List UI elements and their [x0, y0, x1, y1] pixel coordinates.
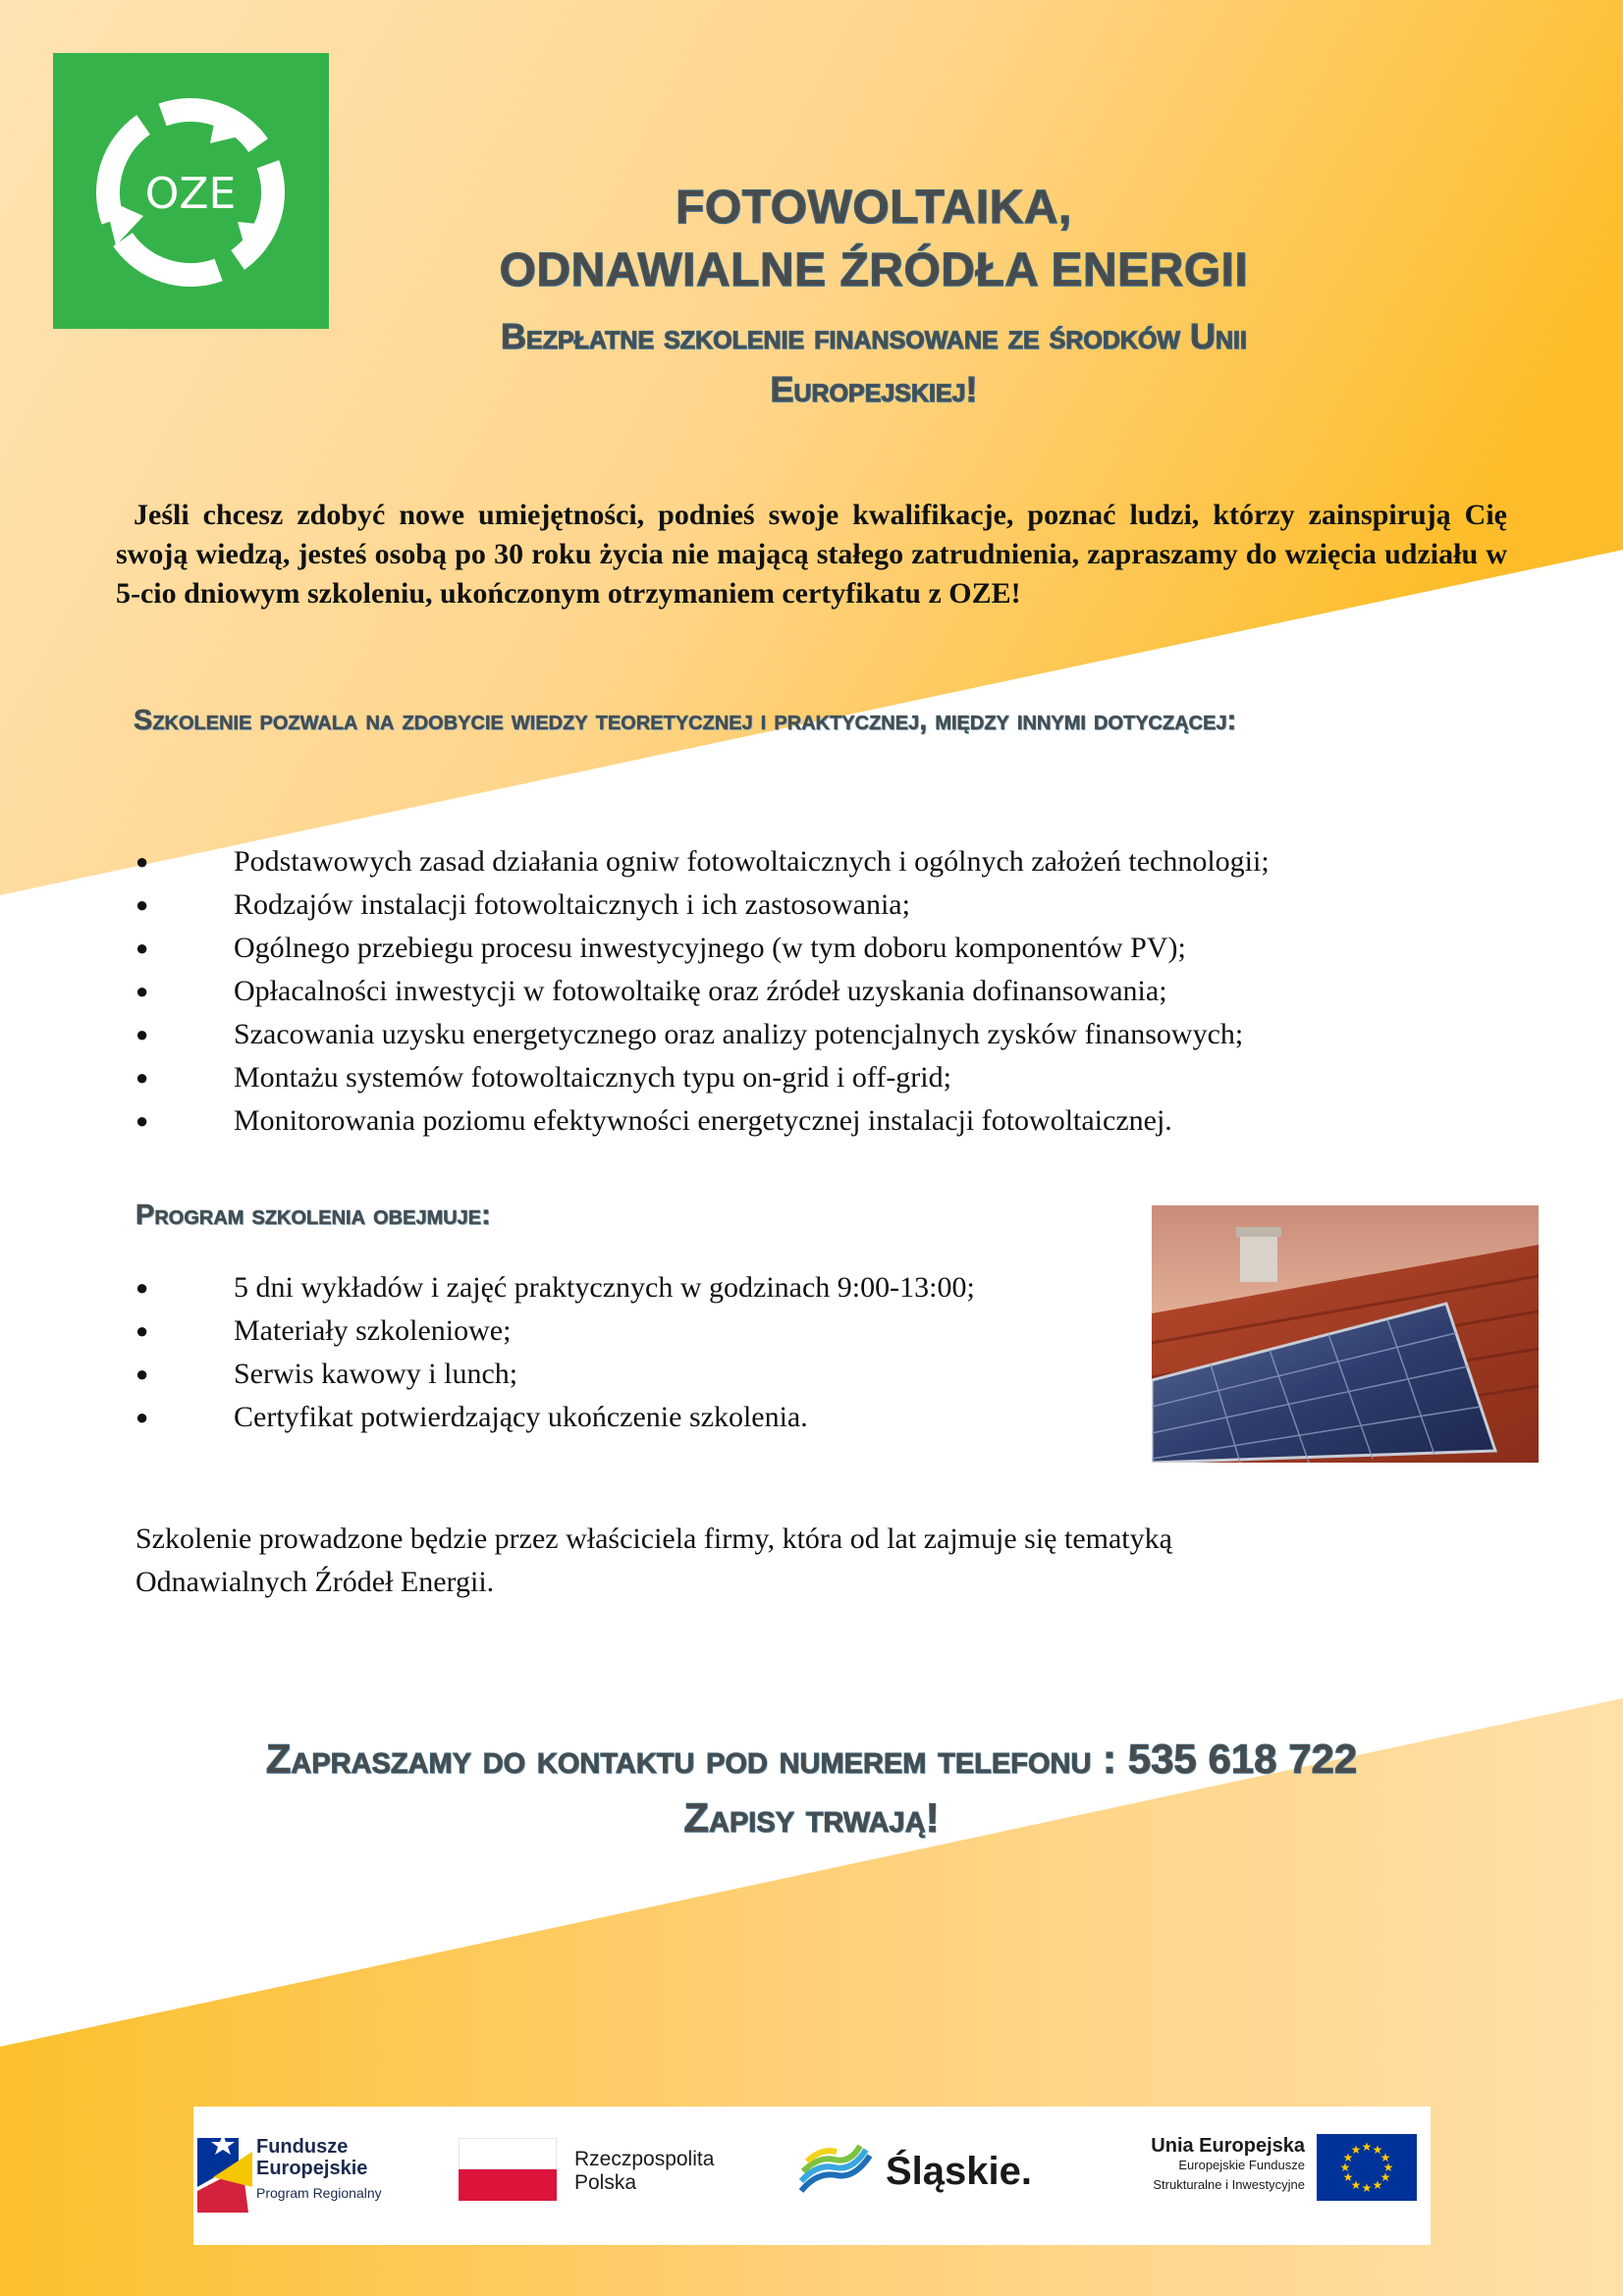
- closing-paragraph: [135, 1518, 1412, 1604]
- list-item: ● Szacowania uzysku energetycznego oraz analizy potencjalnych zysków finansowych;: [135, 1013, 1270, 1056]
- svg-text:★: ★: [1372, 2178, 1383, 2192]
- polish-flag-icon: [459, 2138, 557, 2201]
- ue-line-3: Strukturalne i Inwestycyjne: [1153, 2177, 1305, 2192]
- solar-panel-photo: [1152, 1205, 1539, 1463]
- bullet-icon: ●: [135, 1318, 149, 1343]
- bullet-icon: ●: [135, 892, 149, 917]
- unia-europejska-logo: [1077, 2134, 1421, 2222]
- title-line-2: ODNAWIALNE ŹRÓDŁA ENERGII: [499, 244, 1249, 296]
- svg-text:★: ★: [1342, 2151, 1354, 2164]
- slaskie-waves-icon: [797, 2142, 874, 2201]
- enrollment-line: Zapisy trwają!: [683, 1794, 940, 1841]
- svg-text:★: ★: [1339, 2161, 1351, 2174]
- title-line-1: FOTOWOLTAIKA,: [676, 182, 1072, 234]
- list-item: ● Ogólnego przebiegu procesu inwestycyjnego (w tym doboru komponentów PV);: [135, 927, 1270, 970]
- svg-text:★: ★: [1350, 2143, 1362, 2157]
- subtitle-line-2: Europejskiej!: [770, 369, 978, 409]
- bullet-icon: ●: [135, 1405, 149, 1429]
- svg-text:★: ★: [1372, 2143, 1383, 2157]
- subtitle: [295, 310, 1453, 416]
- closing-line-1: Szkolenie prowadzone będzie przez właściciela firmy, która od lat zajmuje się tematyką: [135, 1522, 1172, 1555]
- recycle-arrows-icon: [53, 53, 329, 329]
- solar-roof-image: [1152, 1205, 1539, 1463]
- ue-line-1: Unia Europejska: [1151, 2135, 1305, 2157]
- slaskie-logo: [797, 2136, 1033, 2215]
- fundusze-europejskie-logo: [193, 2128, 449, 2226]
- rp-line-2: Polska: [574, 2171, 637, 2194]
- oze-logo: [53, 53, 329, 329]
- bullet-icon: ●: [135, 935, 149, 960]
- bullet-icon: ●: [135, 979, 149, 1003]
- bullet-icon: ●: [135, 1022, 149, 1046]
- list-item: ● Serwis kawowy i lunch;: [135, 1353, 975, 1396]
- logo-label: OZE: [144, 169, 237, 219]
- svg-text:★: ★: [1361, 2181, 1373, 2195]
- list-item: ● Materiały szkoleniowe;: [135, 1309, 975, 1353]
- section1-list: [135, 840, 1270, 1143]
- slaskie-text: Śląskie.: [886, 2150, 1033, 2193]
- section1-heading: Szkolenie pozwala na zdobycie wiedzy teoretycznej i praktycznej, między innymi dotyczącej:: [134, 705, 1237, 736]
- bullet-icon: ●: [135, 1108, 149, 1133]
- list-item: ● Montażu systemów fotowoltaicznych typu on-grid i off-grid;: [135, 1056, 1270, 1099]
- fe-line-3: Program Regionalny: [256, 2185, 382, 2201]
- section2-heading: Program szkolenia obejmuje:: [135, 1200, 491, 1231]
- svg-text:★: ★: [1380, 2151, 1391, 2164]
- eu-flag-icon: [1317, 2134, 1417, 2201]
- fe-line-1: Fundusze: [256, 2136, 349, 2158]
- svg-text:★: ★: [1350, 2178, 1362, 2192]
- bullet-icon: ●: [135, 1065, 149, 1090]
- svg-text:★: ★: [1380, 2170, 1391, 2184]
- rp-line-1: Rzeczpospolita: [574, 2148, 715, 2170]
- list-item: ● Opłacalności inwestycji w fotowoltaikę oraz źródeł uzyskania dofinansowania;: [135, 970, 1270, 1013]
- svg-text:★: ★: [1342, 2170, 1354, 2184]
- list-item: ● Certyfikat potwierdzający ukończenie szkolenia.: [135, 1396, 975, 1439]
- subtitle-line-1: Bezpłatne szkolenie finansowane ze środków Unii: [501, 316, 1247, 356]
- funding-logos-bar: [193, 2107, 1431, 2245]
- list-item: ● Monitorowania poziomu efektywności energetycznej instalacji fotowoltaicznej.: [135, 1099, 1270, 1143]
- fe-line-2: Europejskie: [256, 2158, 368, 2179]
- svg-text:★: ★: [1382, 2161, 1394, 2174]
- bullet-icon: ●: [135, 1275, 149, 1300]
- list-item: ● Podstawowych zasad działania ogniw fotowoltaicznych i ogólnych założeń technologii;: [135, 840, 1270, 883]
- svg-text:★: ★: [1361, 2140, 1373, 2154]
- bullet-icon: ●: [135, 849, 149, 874]
- intro-paragraph: Jeśli chcesz zdobyć nowe umiejętności, podnieś swoje kwalifikacje, poznać ludzi, którzy zainspirują Cię swoją wiedzą, jesteś osobą po 30 roku życia nie mającą stałego zatrudnienia, zapraszamy do wzięcia udziału w 5-cio dniowym szkoleniu, ukończonym otrzymaniem certyfikatu z OZE!: [116, 499, 1507, 610]
- contact-line: Zapraszamy do kontaktu pod numerem telefonu : 535 618 722: [265, 1735, 1358, 1782]
- closing-line-2: Odnawialnych Źródeł Energii.: [135, 1566, 495, 1598]
- bullet-icon: ●: [135, 1362, 149, 1386]
- ue-line-2: Europejskie Fundusze: [1178, 2158, 1305, 2172]
- rzeczpospolita-polska-logo: [459, 2138, 753, 2207]
- list-item: ● 5 dni wykładów i zajęć praktycznych w godzinach 9:00-13:00;: [135, 1266, 975, 1309]
- fe-emblem-icon: [193, 2128, 260, 2216]
- list-item: ● Rodzajów instalacji fotowoltaicznych i ich zastosowania;: [135, 883, 1270, 927]
- section2-list: [135, 1266, 975, 1439]
